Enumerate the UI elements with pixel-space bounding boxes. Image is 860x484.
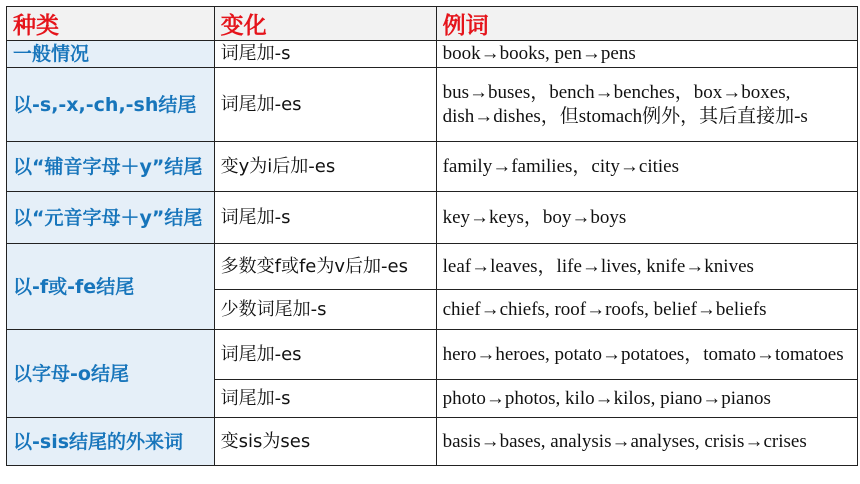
table-row <box>7 418 858 466</box>
change-cell: 词尾加-s <box>214 192 436 244</box>
table-row <box>7 68 858 142</box>
table-row <box>7 142 858 192</box>
header-row <box>7 7 858 41</box>
change-cell: 词尾加-es <box>214 68 436 142</box>
examples-cell: photo→photos, kilo→kilos, piano→pianos <box>436 380 857 418</box>
change-cell: 变y为i后加-es <box>214 142 436 192</box>
table-row <box>7 330 858 380</box>
examples-cell: family→families，city→cities <box>436 142 857 192</box>
header-category: 种类 <box>7 7 215 41</box>
plural-rules-table <box>6 6 858 466</box>
table-row <box>7 192 858 244</box>
examples-cell: hero→heroes, potato→potatoes，tomato→tomatoes <box>436 330 857 380</box>
category-cell: 以“元音字母＋y”结尾 <box>7 192 215 244</box>
table-row <box>7 244 858 290</box>
examples-cell: key→keys，boy→boys <box>436 192 857 244</box>
table-row <box>7 41 858 68</box>
category-cell: 以“辅音字母＋y”结尾 <box>7 142 215 192</box>
change-cell: 词尾加-es <box>214 330 436 380</box>
category-cell: 以-sis结尾的外来词 <box>7 418 215 466</box>
change-cell: 多数变f或fe为v后加-es <box>214 244 436 290</box>
change-cell: 少数词尾加-s <box>214 290 436 330</box>
change-cell: 词尾加-s <box>214 41 436 68</box>
examples-cell: bus→buses，bench→benches，box→boxes, dish→dishes，但stomach例外，其后直接加-s <box>436 68 857 142</box>
plural-rules-table-container <box>6 6 858 482</box>
examples-cell: leaf→leaves，life→lives, knife→knives <box>436 244 857 290</box>
category-cell: 以-s,-x,-ch,-sh结尾 <box>7 68 215 142</box>
examples-cell: basis→bases, analysis→analyses, crisis→crises <box>436 418 857 466</box>
examples-cell: chief→chiefs, roof→roofs, belief→beliefs <box>436 290 857 330</box>
header-examples: 例词 <box>436 7 857 41</box>
header-change: 变化 <box>214 7 436 41</box>
category-cell: 一般情况 <box>7 41 215 68</box>
change-cell: 词尾加-s <box>214 380 436 418</box>
change-cell: 变sis为ses <box>214 418 436 466</box>
category-cell: 以字母-o结尾 <box>7 330 215 418</box>
category-cell: 以-f或-fe结尾 <box>7 244 215 330</box>
examples-cell: book→books, pen→pens <box>436 41 857 68</box>
